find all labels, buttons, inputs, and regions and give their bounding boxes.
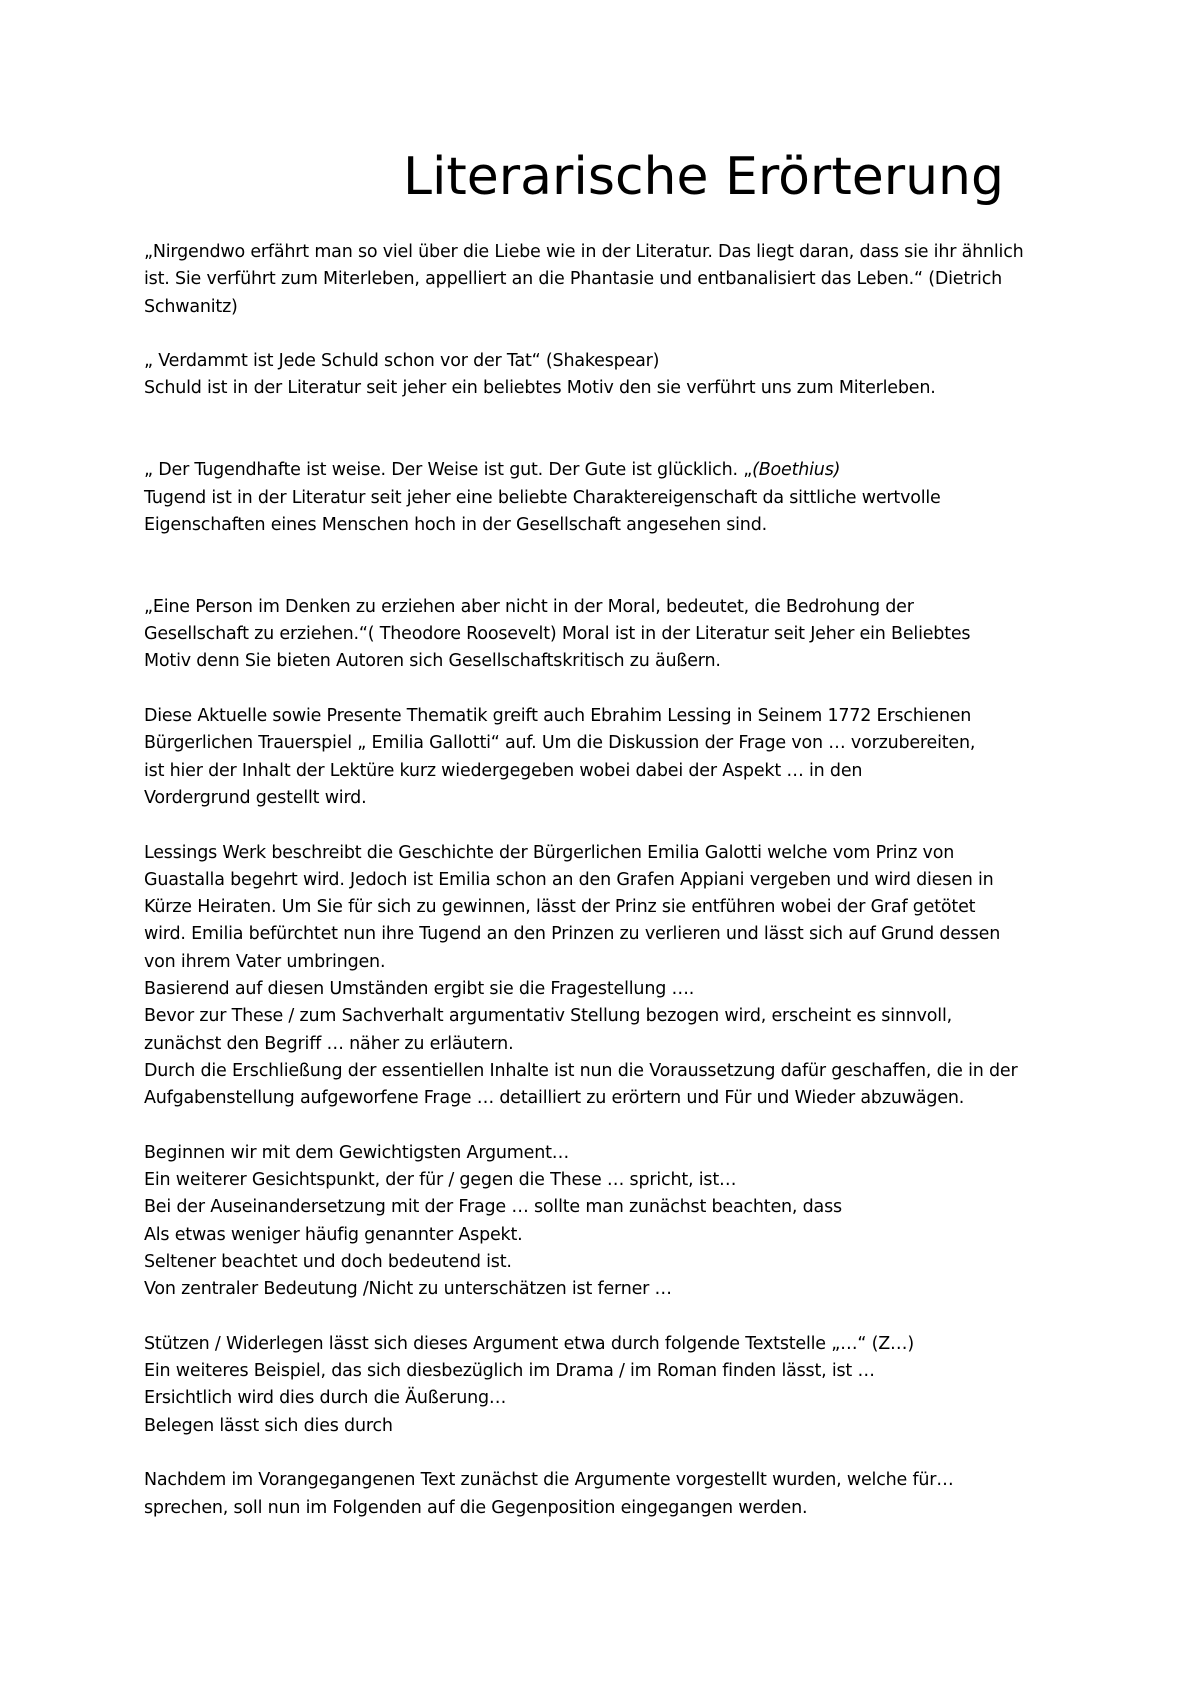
summary-paragraph (144, 840, 1074, 1113)
text-line: Bevor zur These / zum Sachverhalt argumentativ Stellung bezogen wird, erscheint es sinnvoll, (144, 1006, 952, 1027)
document-body (144, 239, 1074, 1522)
page-title: Literarische Erörterung (403, 147, 1004, 207)
text-line: von ihrem Vater umbringen. (144, 951, 386, 972)
text-line: Beginnen wir mit dem Gewichtigsten Argument… (144, 1142, 570, 1163)
paragraph-spacer (144, 1113, 1074, 1140)
text-line: Ersichtlich wird dies durch die Äußerung… (144, 1388, 507, 1409)
text-line: „Nirgendwo erfährt man so viel über die Liebe wie in der Literatur. Das liegt daran, dass sie ihr ähnlich (144, 242, 1024, 262)
text-line (144, 457, 1074, 484)
text-line: Basierend auf diesen Umständen ergibt sie die Fragestellung …. (144, 979, 695, 1000)
quote-text: „ Der Tugendhafte ist weise. Der Weise ist gut. Der Gute ist glücklich. „ (144, 460, 753, 481)
text-line: Schwanitz) (144, 296, 238, 317)
text-line: Motiv denn Sie bieten Autoren sich Gesellschaftskritisch zu äußern. (144, 651, 721, 672)
paragraph-spacer (144, 321, 1074, 348)
paragraph-spacer (144, 539, 1074, 594)
text-line: Seltener beachtet und doch bedeutend ist. (144, 1251, 512, 1272)
quote-paragraph-boethius (144, 457, 1074, 539)
text-line: Ein weiterer Gesichtspunkt, der für / gegen die These … spricht, ist… (144, 1170, 737, 1191)
intro-paragraph (144, 703, 1074, 812)
text-line: Bei der Auseinandersetzung mit der Frage … sollte man zunächst beachten, dass (144, 1197, 842, 1218)
text-line: Belegen lässt sich dies durch (144, 1415, 393, 1436)
text-line: Vordergrund gestellt wird. (144, 787, 367, 808)
quote-paragraph-shakespear (144, 348, 1074, 403)
text-line: Kürze Heiraten. Um Sie für sich zu gewinnen, lässt der Prinz sie entführen wobei der Graf getötet (144, 897, 976, 918)
text-line: Durch die Erschließung der essentiellen Inhalte ist nun die Voraussetzung dafür geschaffen, die in der (144, 1060, 1018, 1081)
arguments-paragraph (144, 1140, 1074, 1304)
text-line: ist. Sie verführt zum Miterleben, appelliert an die Phantasie und entbanalisiert das Leben.“ (Dietrich (144, 269, 1003, 290)
text-line: Guastalla begehrt wird. Jedoch ist Emilia schon an den Grafen Appiani vergeben und wird diesen in (144, 869, 994, 890)
paragraph-spacer (144, 1304, 1074, 1331)
text-line: Bürgerlichen Trauerspiel „ Emilia Gallotti“ auf. Um die Diskussion der Frage von … vorzubereiten, (144, 733, 976, 754)
quote-author: (Boethius) (752, 460, 841, 481)
quote-paragraph-roosevelt (144, 594, 1074, 676)
text-line: Gesellschaft zu erziehen.“( Theodore Roosevelt) Moral ist in der Literatur seit Jeher ein Beliebtes (144, 624, 971, 645)
text-line: sprechen, soll nun im Folgenden auf die Gegenposition eingegangen werden. (144, 1497, 808, 1518)
text-line: Eigenschaften eines Menschen hoch in der Gesellschaft angesehen sind. (144, 514, 767, 535)
text-line: Aufgabenstellung aufgeworfene Frage … detailliert zu erörtern und Für und Wieder abzuwägen. (144, 1088, 965, 1109)
text-line: Diese Aktuelle sowie Presente Thematik greift auch Ebrahim Lessing in Seinem 1772 Erschienen (144, 706, 972, 727)
text-line: zunächst den Begriff … näher zu erläutern. (144, 1033, 514, 1054)
paragraph-spacer (144, 676, 1074, 703)
text-line: Als etwas weniger häufig genannter Aspekt. (144, 1224, 523, 1245)
text-line: Lessings Werk beschreibt die Geschichte der Bürgerlichen Emilia Galotti welche vom Prinz von (144, 842, 955, 863)
quote-paragraph-schwanitz (144, 239, 1074, 321)
text-line: Stützen / Widerlegen lässt sich dieses Argument etwa durch folgende Textstelle „…“ (Z…) (144, 1333, 914, 1354)
paragraph-spacer (144, 403, 1074, 458)
text-line: wird. Emilia befürchtet nun ihre Tugend an den Prinzen zu verlieren und lässt sich auf Grund dessen (144, 924, 1001, 945)
text-line: Tugend ist in der Literatur seit jeher eine beliebte Charaktereigenschaft da sittliche wertvolle (144, 487, 941, 508)
text-line: Schuld ist in der Literatur seit jeher ein beliebtes Motiv den sie verführt uns zum Miterleben. (144, 378, 936, 399)
paragraph-spacer (144, 812, 1074, 839)
text-line: „ Verdammt ist Jede Schuld schon vor der Tat“ (Shakespear) (144, 351, 660, 372)
paragraph-spacer (144, 1440, 1074, 1467)
text-line: „Eine Person im Denken zu erziehen aber nicht in der Moral, bedeutet, die Bedrohung der (144, 596, 914, 617)
text-line: Ein weiteres Beispiel, das sich diesbezüglich im Drama / im Roman finden lässt, ist … (144, 1361, 875, 1382)
transition-paragraph (144, 1467, 1074, 1522)
text-line: Von zentraler Bedeutung /Nicht zu unterschätzen ist ferner … (144, 1279, 672, 1300)
evidence-paragraph (144, 1331, 1074, 1440)
text-line: Nachdem im Vorangegangenen Text zunächst die Argumente vorgestellt wurden, welche für… (144, 1470, 954, 1491)
text-line: ist hier der Inhalt der Lektüre kurz wiedergegeben wobei dabei der Aspekt … in den (144, 760, 863, 781)
